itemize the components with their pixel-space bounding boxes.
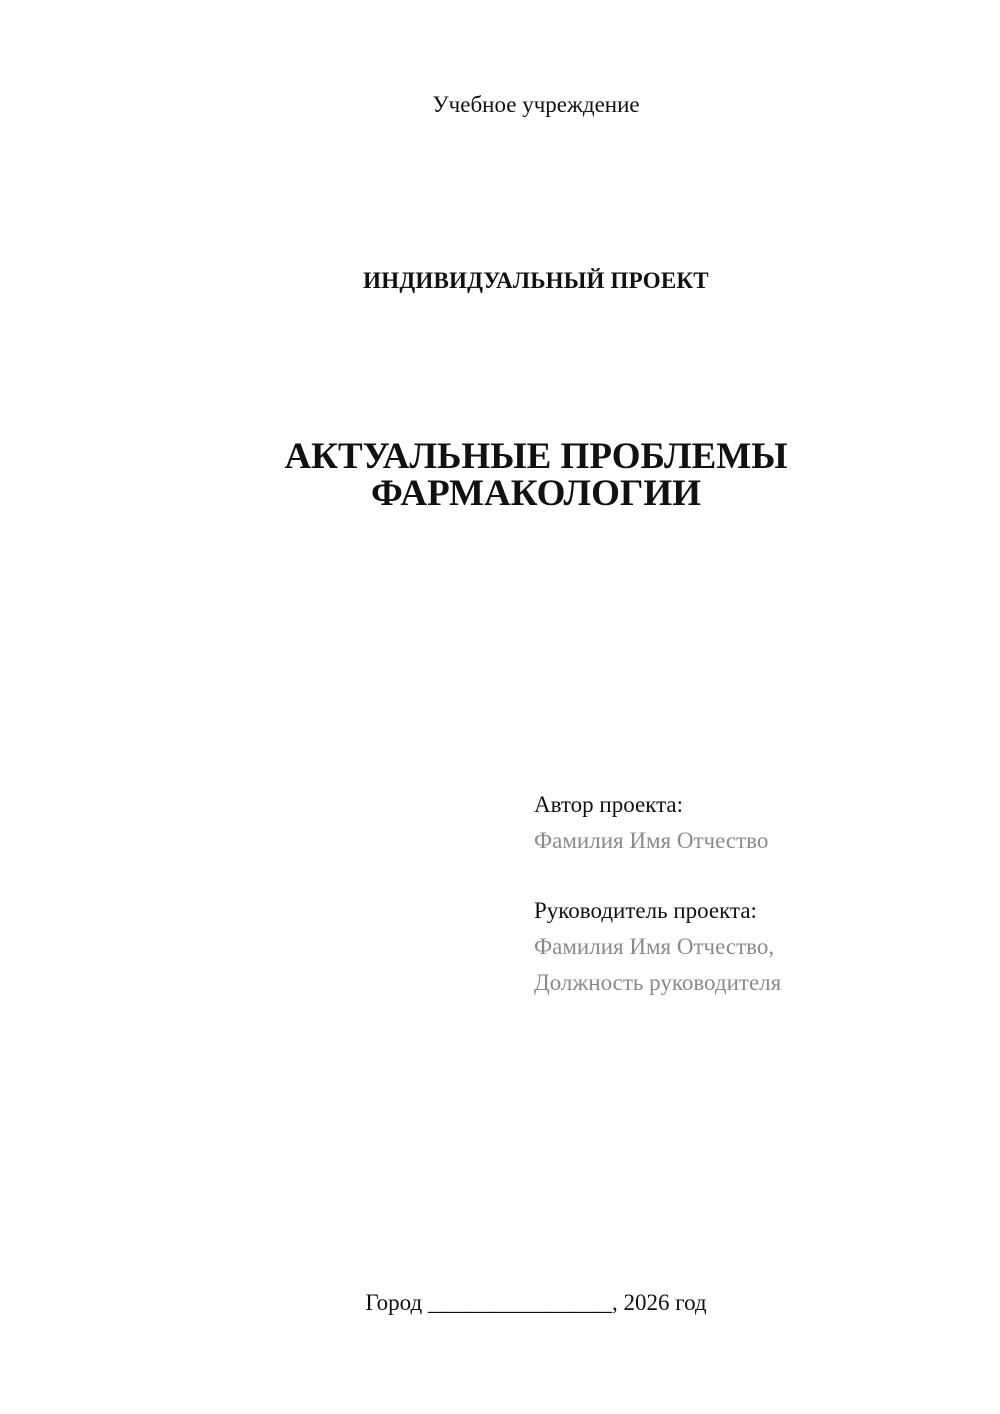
supervisor-block xyxy=(534,893,781,1001)
author-block xyxy=(534,787,768,859)
author-label: Автор проекта: xyxy=(534,792,683,817)
document-type-heading: ИНДИВИДУАЛЬНЫЙ ПРОЕКТ xyxy=(363,268,709,293)
project-title xyxy=(0,438,1000,512)
supervisor-position-placeholder: Должность руководителя xyxy=(534,970,782,995)
supervisor-label: Руководитель проекта: xyxy=(534,898,757,923)
supervisor-name-placeholder: Фамилия Имя Отчество, xyxy=(534,934,775,959)
project-title-line-2: ФАРМАКОЛОГИИ xyxy=(370,473,701,514)
project-title-line-1: АКТУАЛЬНЫЕ ПРОБЛЕМЫ xyxy=(284,436,788,477)
author-name-placeholder: Фамилия Имя Отчество xyxy=(534,828,769,853)
institution-name: Учебное учреждение xyxy=(432,92,640,117)
city-year-line: Город ________________, 2026 год xyxy=(365,1290,707,1315)
